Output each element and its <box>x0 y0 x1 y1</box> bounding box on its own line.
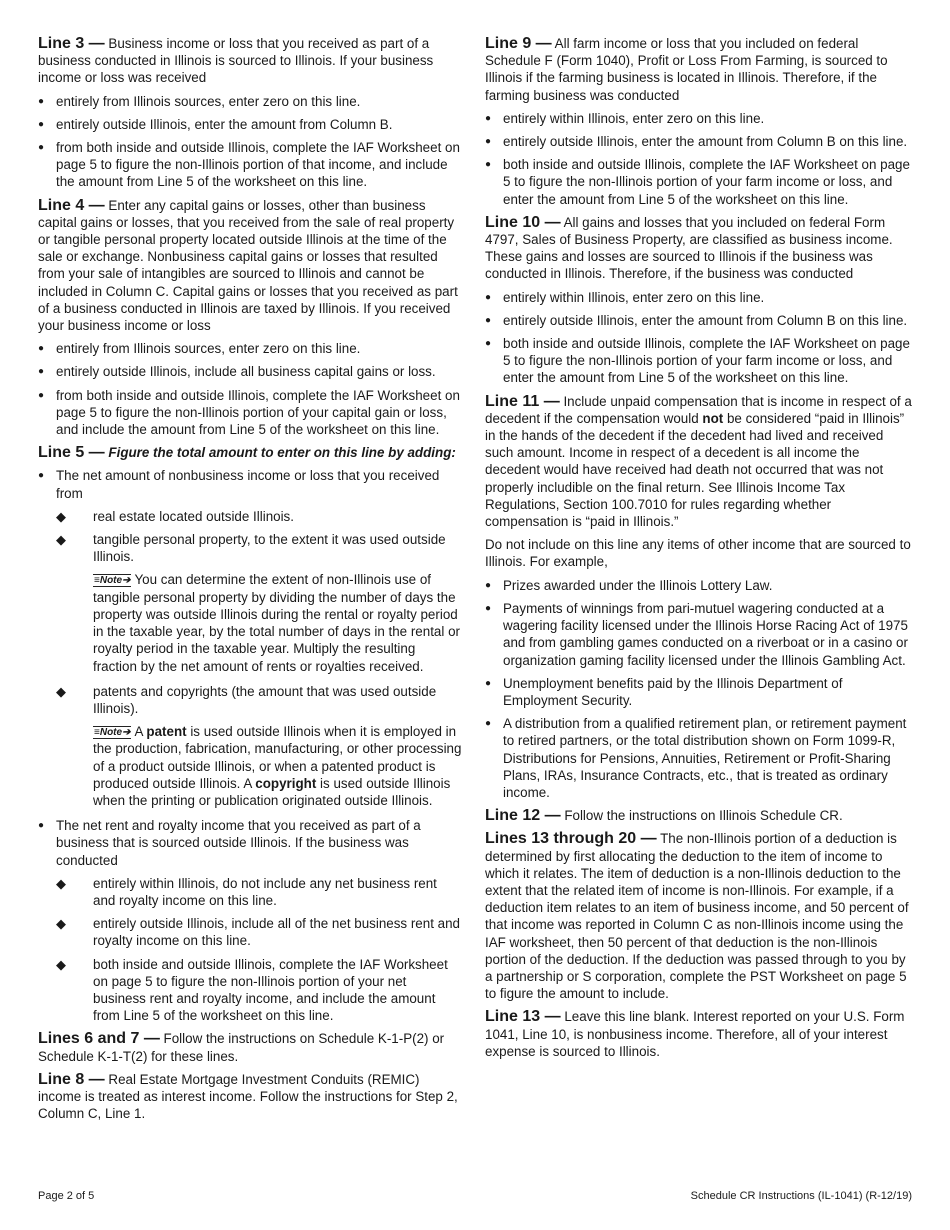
right-column <box>485 35 915 1066</box>
note-1-text: You can determine the extent of non-Illinois use of tangible personal property by dividing the number of days the property was outside Illinois during the rental or royalty period in the taxable year, by the total number of days in the rental or royalty period in the taxable year. Multiply the resulting fraction by the net amount of rents or royalties received. <box>93 572 460 674</box>
list-item <box>38 817 462 1024</box>
list-item: ● from both inside and outside Illinois, complete the IAF Worksheet on page 5 to figure the non-Illinois portion of your capital gain or loss, and include the amount from Line 5 of the worksheet on this line. <box>38 387 462 439</box>
line-5-sub-list-1 <box>56 508 462 566</box>
note-icon: ≡Note➔ <box>94 727 131 739</box>
list-item: ● Unemployment benefits paid by the Illinois Department of Employment Security. <box>485 675 915 709</box>
list-item: ● entirely outside Illinois, enter the amount from Column B on this line. <box>485 133 915 150</box>
lines-13-20-paragraph: Lines 13 through 20 — The non-Illinois portion of a deduction is determined by first allocating the deduction to the item of income to which it relates. The item of deduction is a non-Illinois deduction to the extent that the related item of income is non-Illinois. For example, if a deduction item relates to an item of business income, and 50 percent of that income was reported in Column C as non-Illinois income using the IAF worksheet, then 50 percent of that deduction is the non-Illinois portion of the deduction. If the deduction was passed through to you by a partnership or S corporation, complete the PST Worksheet on page 5 to figure the amount to include. <box>485 830 909 1002</box>
line-12-heading: Line 12 — <box>485 807 561 825</box>
list-item: ◆ patents and copyrights (the amount that was used outside Illinois). <box>56 683 462 717</box>
line-3-bullets <box>38 93 462 191</box>
line-5-bullet-2: The net rent and royalty income that you received as part of a business that is sourced outside Illinois. If the business was conducted <box>56 818 421 868</box>
lines-6-7-paragraph: Lines 6 and 7 — Follow the instructions on Schedule K-1-P(2) or Schedule K-1-T(2) for these lines. <box>38 1030 445 1064</box>
list-item: ● both inside and outside Illinois, complete the IAF Worksheet on page 5 to figure the non-Illinois portion of your farm income or loss, and enter the amount from Line 5 of the worksheet on this line. <box>485 156 915 208</box>
line-5-bullets <box>38 467 462 1024</box>
line-10-paragraph: Line 10 — All gains and losses that you included on federal Form 4797, Sales of Business Property, are classified as business income. These gains and losses are sourced to Illinois if the business was conducted in Illinois. Therefore, if the business was conducted <box>485 213 893 282</box>
lines-6-7-heading: Lines 6 and 7 — <box>38 1030 160 1048</box>
list-item <box>38 467 462 809</box>
lines-13-20-heading: Lines 13 through 20 — <box>485 830 657 848</box>
line-8-paragraph: Line 8 — Real Estate Mortgage Investment Conduits (REMIC) income is treated as interest income. Follow the instructions for Step 2, Column C, Line 1. <box>38 1070 458 1122</box>
form-identifier: Schedule CR Instructions (IL-1041) (R-12/19) <box>690 1190 912 1202</box>
line-10-heading: Line 10 — <box>485 213 561 231</box>
line-5-heading: Line 5 — <box>38 444 105 462</box>
list-item: ● entirely from Illinois sources, enter zero on this line. <box>38 93 462 110</box>
note-icon: ≡Note➔ <box>94 575 131 587</box>
line-13-heading: Line 13 — <box>485 1008 561 1026</box>
line-9-heading: Line 9 — <box>485 35 552 52</box>
line-5-bullet-1: The net amount of nonbusiness income or loss that you received from <box>56 468 440 501</box>
line-4-bullets <box>38 340 462 438</box>
list-item: ● entirely outside Illinois, enter the amount from Column B on this line. <box>485 312 915 329</box>
line-9-bullets <box>485 110 915 208</box>
list-item: ◆ entirely outside Illinois, include all of the net business rent and royalty income on this line. <box>56 915 462 949</box>
line-3-text: Business income or loss that you received as part of a business conducted in Illinois is sourced to Illinois. If your business income or loss was received <box>38 36 434 86</box>
list-item: ● Prizes awarded under the Illinois Lottery Law. <box>485 577 915 594</box>
line-11-heading: Line 11 — <box>485 392 560 410</box>
list-item: ◆ real estate located outside Illinois. <box>56 508 462 525</box>
line-11-bullets <box>485 577 915 801</box>
line-5-paragraph <box>38 444 462 461</box>
list-item: ● entirely from Illinois sources, enter zero on this line. <box>38 340 462 357</box>
left-column <box>38 35 462 1128</box>
list-item: ● entirely within Illinois, enter zero on this line. <box>485 289 915 306</box>
line-10-bullets <box>485 289 915 387</box>
line-11-paragraph-2: Do not include on this line any items of other income that are sourced to Illinois. For example, <box>485 537 911 570</box>
line-12-paragraph: Line 12 — Follow the instructions on Illinois Schedule CR. <box>485 807 843 825</box>
list-item: ● entirely within Illinois, enter zero on this line. <box>485 110 915 127</box>
list-item: ● entirely outside Illinois, include all business capital gains or loss. <box>38 363 462 380</box>
line-4-text: Enter any capital gains or losses, other than business capital gains or losses, that you received from the sale of real property or tangible personal property located outside Illinois at the time of the sale or exchange. Nonbusiness capital gains or losses that resulted from your sale of intangibles are sourced to Illinois and cannot be included in Column C. Capital gains or losses that you received as part of a business conducted in Illinois are taxed by Illinois. If you received your business income or loss <box>38 197 458 334</box>
list-item: ● both inside and outside Illinois, complete the IAF Worksheet on page 5 to figure the non-Illinois portion of your farm income or loss, and enter the amount from Line 5 of the worksheet on this line. <box>485 335 915 387</box>
line-3-heading: Line 3 — <box>38 35 105 52</box>
list-item: ◆ both inside and outside Illinois, complete the IAF Worksheet on page 5 to figure the non-Illinois portion of your net business rent and royalty income, and include the amount from Line 5 of the worksheet on this line. <box>56 956 462 1025</box>
line-5-sub-list-3 <box>56 875 462 1025</box>
line-5-sub-list-2 <box>56 683 462 717</box>
list-item: ◆ tangible personal property, to the extent it was used outside Illinois. <box>56 531 462 565</box>
list-item: ◆ entirely within Illinois, do not include any net business rent and royalty income on this line. <box>56 875 462 909</box>
note-block-1 <box>93 571 462 674</box>
page-number: Page 2 of 5 <box>38 1190 95 1202</box>
line-3-paragraph <box>38 35 462 87</box>
line-5-subheading: Figure the total amount to enter on this line by adding: <box>108 445 456 461</box>
list-item: ● Payments of winnings from pari-mutuel wagering conducted at a wagering facility licensed under the Illinois Horse Racing Act of 1975 and from gambling games conducted on a riverboat or in a casino or organization gaming facility licensed under the Illinois Gambling Act. <box>485 600 915 669</box>
list-item: ● from both inside and outside Illinois, complete the IAF Worksheet on page 5 to figure the non-Illinois portion of that income, and include the amount from Line 5 of the worksheet on this line. <box>38 139 462 191</box>
line-4-paragraph <box>38 197 462 335</box>
list-item: ● A distribution from a qualified retirement plan, or retirement payment to retired partners, or the total distribution shown on Form 1099-R, Distributions for Pensions, Annuities, Retirement or Profit-Sharing Plans, IRAs, Insurance Contracts, etc., that is treated as ordinary income. <box>485 715 915 801</box>
note-block-2: ≡Note➔ A patent is used outside Illinois when it is employed in the production, fabrication, manufacturing, or other processing of a product outside Illinois, or when a patented product is produced outside Illinois. A copyright is used outside Illinois when the printing or publication originated outside Illinois. <box>93 724 462 808</box>
line-11-paragraph: Line 11 — Include unpaid compensation that is income in respect of a decedent if the compensation would not be considered “paid in Illinois” in the hands of the decedent if the decedent had lived and received such amount. Income in respect of a decedent is all income the decedent would have received had death not occurred that was not properly includible on the final return. See Illinois Income Tax Regulations, Section 100.7010 for rules regarding whether compensation is “paid in Illinois.” <box>485 392 912 530</box>
line-9-paragraph: Line 9 — All farm income or loss that you included on federal Schedule F (Form 1040), Profit or Loss From Farming, is sourced to Illinois if the farming business is located in Illinois. Therefore, if the farming business was conducted <box>485 35 888 103</box>
line-4-heading: Line 4 — <box>38 196 105 214</box>
line-8-heading: Line 8 — <box>38 1070 105 1088</box>
list-item: ● entirely outside Illinois, enter the amount from Column B. <box>38 116 462 133</box>
line-13-paragraph: Line 13 — Leave this line blank. Interest reported on your U.S. Form 1041, Line 10, is nonbusiness income. Therefore, all of your interest expense is sourced to Illinois. <box>485 1008 905 1059</box>
